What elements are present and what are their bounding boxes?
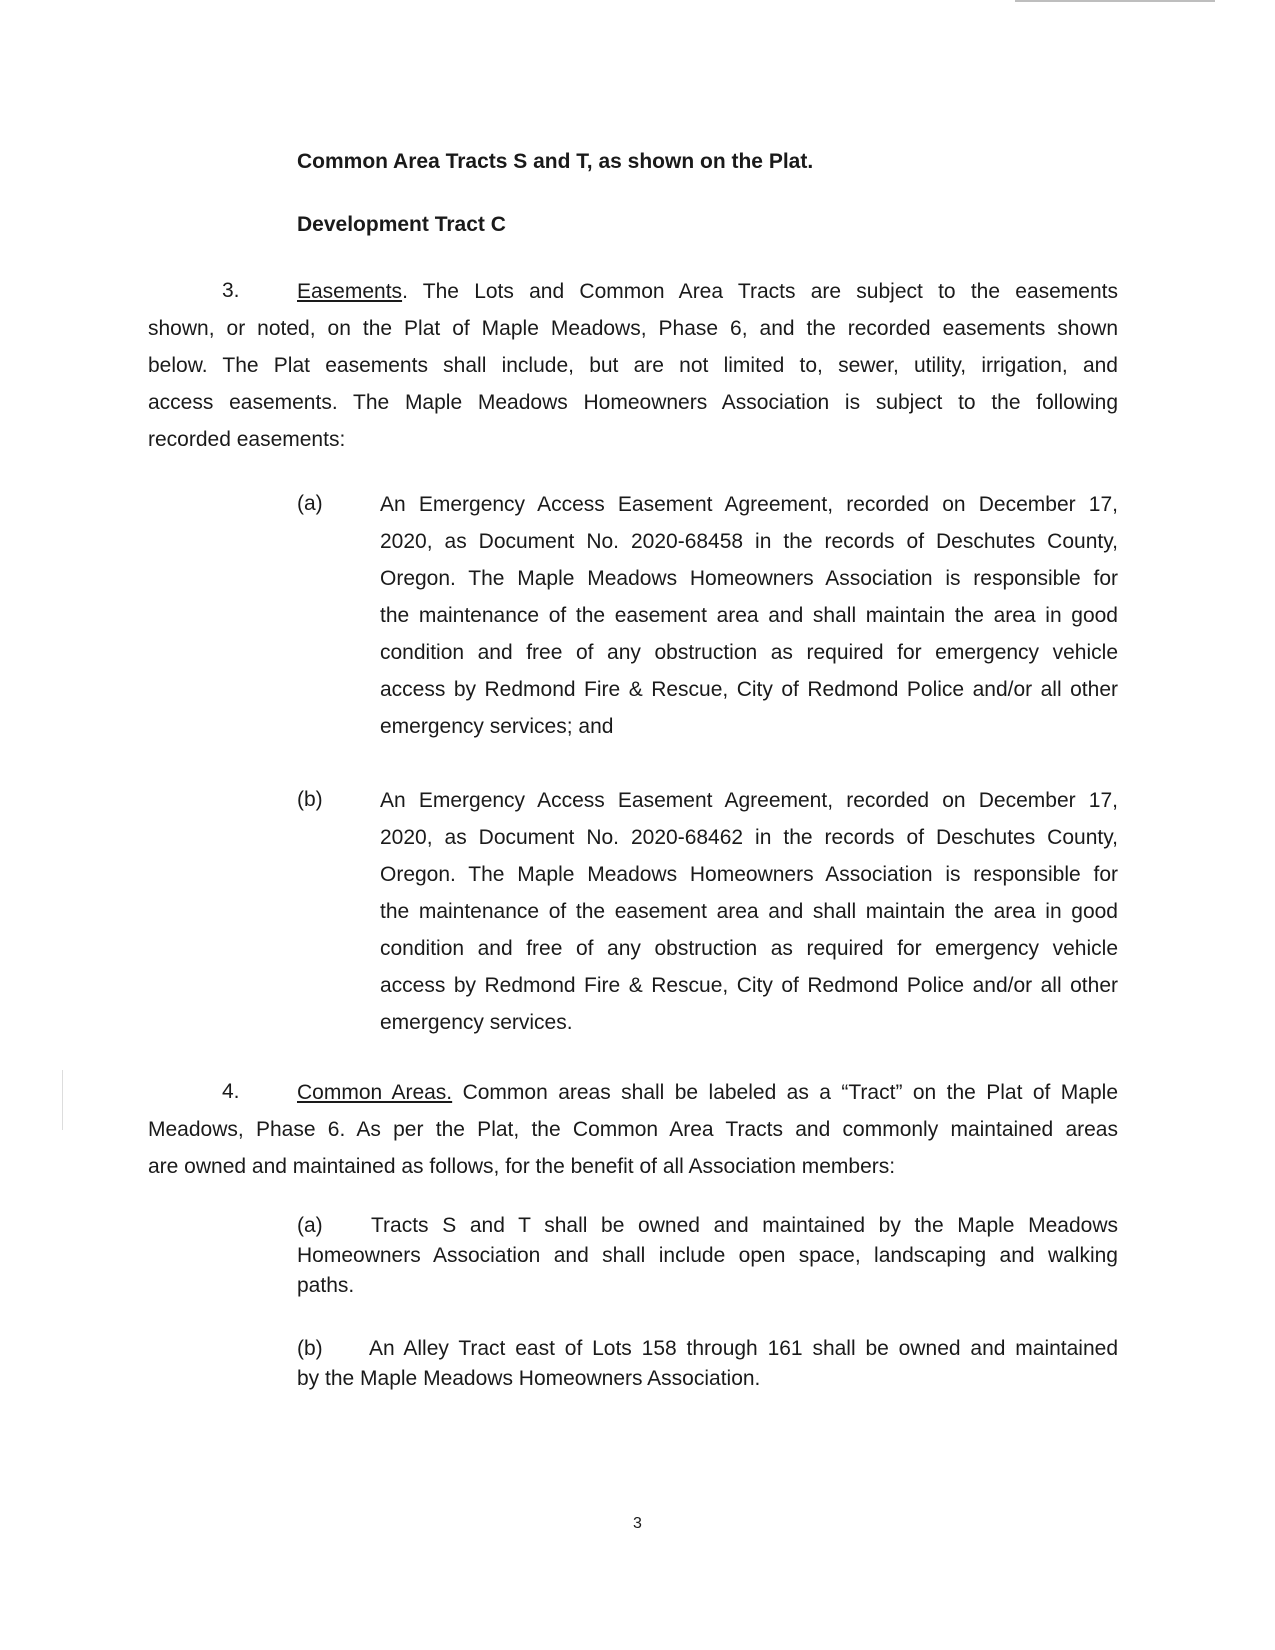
item-a-line: access by Redmond Fire & Rescue, City of Redmond Police and/or all other [380, 678, 1118, 701]
item-a-line: Oregon. The Maple Meadows Homeowners Association is responsible for [380, 567, 1118, 590]
item-b-line: emergency services. [380, 1011, 573, 1034]
section-4-item-a-line-2: Homeowners Association and shall include open space, landscaping and walking [297, 1244, 1118, 1267]
section-4-line-1: Common Areas. Common areas shall be labeled as a “Tract” on the Plat of Maple [297, 1081, 1118, 1104]
section-4-item-b-line-2: by the Maple Meadows Homeowners Association. [297, 1367, 761, 1390]
section-3-item-b-text [380, 782, 1118, 1041]
item-b-line: Oregon. The Maple Meadows Homeowners Association is responsible for [380, 863, 1118, 886]
section-3-title: Easements [297, 280, 403, 303]
section-3-line-4: access easements. The Maple Meadows Homeowners Association is subject to the following [148, 391, 1118, 414]
section-3-line-2: shown, or noted, on the Plat of Maple Meadows, Phase 6, and the recorded easements shown [148, 317, 1118, 340]
section-3-paragraph [148, 273, 1118, 458]
section-4-line-3: are owned and maintained as follows, for the benefit of all Association members: [148, 1155, 896, 1178]
section-4-line-2: Meadows, Phase 6. As per the Plat, the Common Area Tracts and commonly maintained areas [148, 1118, 1118, 1141]
section-3-line-5: recorded easements: [148, 428, 346, 451]
item-b-line: condition and free of any obstruction as required for emergency vehicle [380, 937, 1118, 960]
section-3-item-a-text [380, 486, 1118, 745]
page-number: 3 [633, 1515, 642, 1532]
section-4-item-a [297, 1211, 1118, 1301]
section-4-item-b [297, 1334, 1118, 1394]
item-a-line: emergency services; and [380, 715, 614, 738]
section-3-line-1: Easements. The Lots and Common Area Tracts are subject to the easements [297, 280, 1118, 303]
section-4-paragraph [148, 1074, 1118, 1185]
item-a-line: An Emergency Access Easement Agreement, recorded on December 17, [380, 493, 1118, 516]
scan-corner-mark [1015, 0, 1215, 5]
section-3-item-a-label: (a) [297, 492, 323, 515]
section-3-line-3: below. The Plat easements shall include, but are not limited to, sewer, utility, irrigation, and [148, 354, 1118, 377]
item-a-line: 2020, as Document No. 2020-68458 in the records of Deschutes County, [380, 530, 1118, 553]
section-4-title: Common Areas. [297, 1081, 453, 1104]
heading-common-area-tracts: Common Area Tracts S and T, as shown on the Plat. [297, 150, 814, 173]
item-a-line: the maintenance of the easement area and shall maintain the area in good [380, 604, 1118, 627]
item-b-line: the maintenance of the easement area and shall maintain the area in good [380, 900, 1118, 923]
section-4-number: 4. [222, 1080, 240, 1103]
item-a-line: condition and free of any obstruction as required for emergency vehicle [380, 641, 1118, 664]
section-4-item-a-label: (a) [297, 1214, 323, 1237]
item-b-line: 2020, as Document No. 2020-68462 in the records of Deschutes County, [380, 826, 1118, 849]
item-b-line: access by Redmond Fire & Rescue, City of Redmond Police and/or all other [380, 974, 1118, 997]
section-4-item-b-label: (b) [297, 1337, 323, 1360]
section-3-number: 3. [222, 279, 240, 302]
section-4-item-a-line-1: (a) Tracts S and T shall be owned and maintained by the Maple Meadows [297, 1211, 1118, 1241]
section-4-item-a-line-3: paths. [297, 1274, 355, 1297]
item-b-line: An Emergency Access Easement Agreement, recorded on December 17, [380, 789, 1118, 812]
heading-development-tract: Development Tract C [297, 213, 506, 236]
section-4-item-b-line-1: (b) An Alley Tract east of Lots 158 through 161 shall be owned and maintained [297, 1334, 1118, 1364]
section-3-item-b-label: (b) [297, 788, 323, 811]
scan-margin-line [62, 1070, 63, 1130]
